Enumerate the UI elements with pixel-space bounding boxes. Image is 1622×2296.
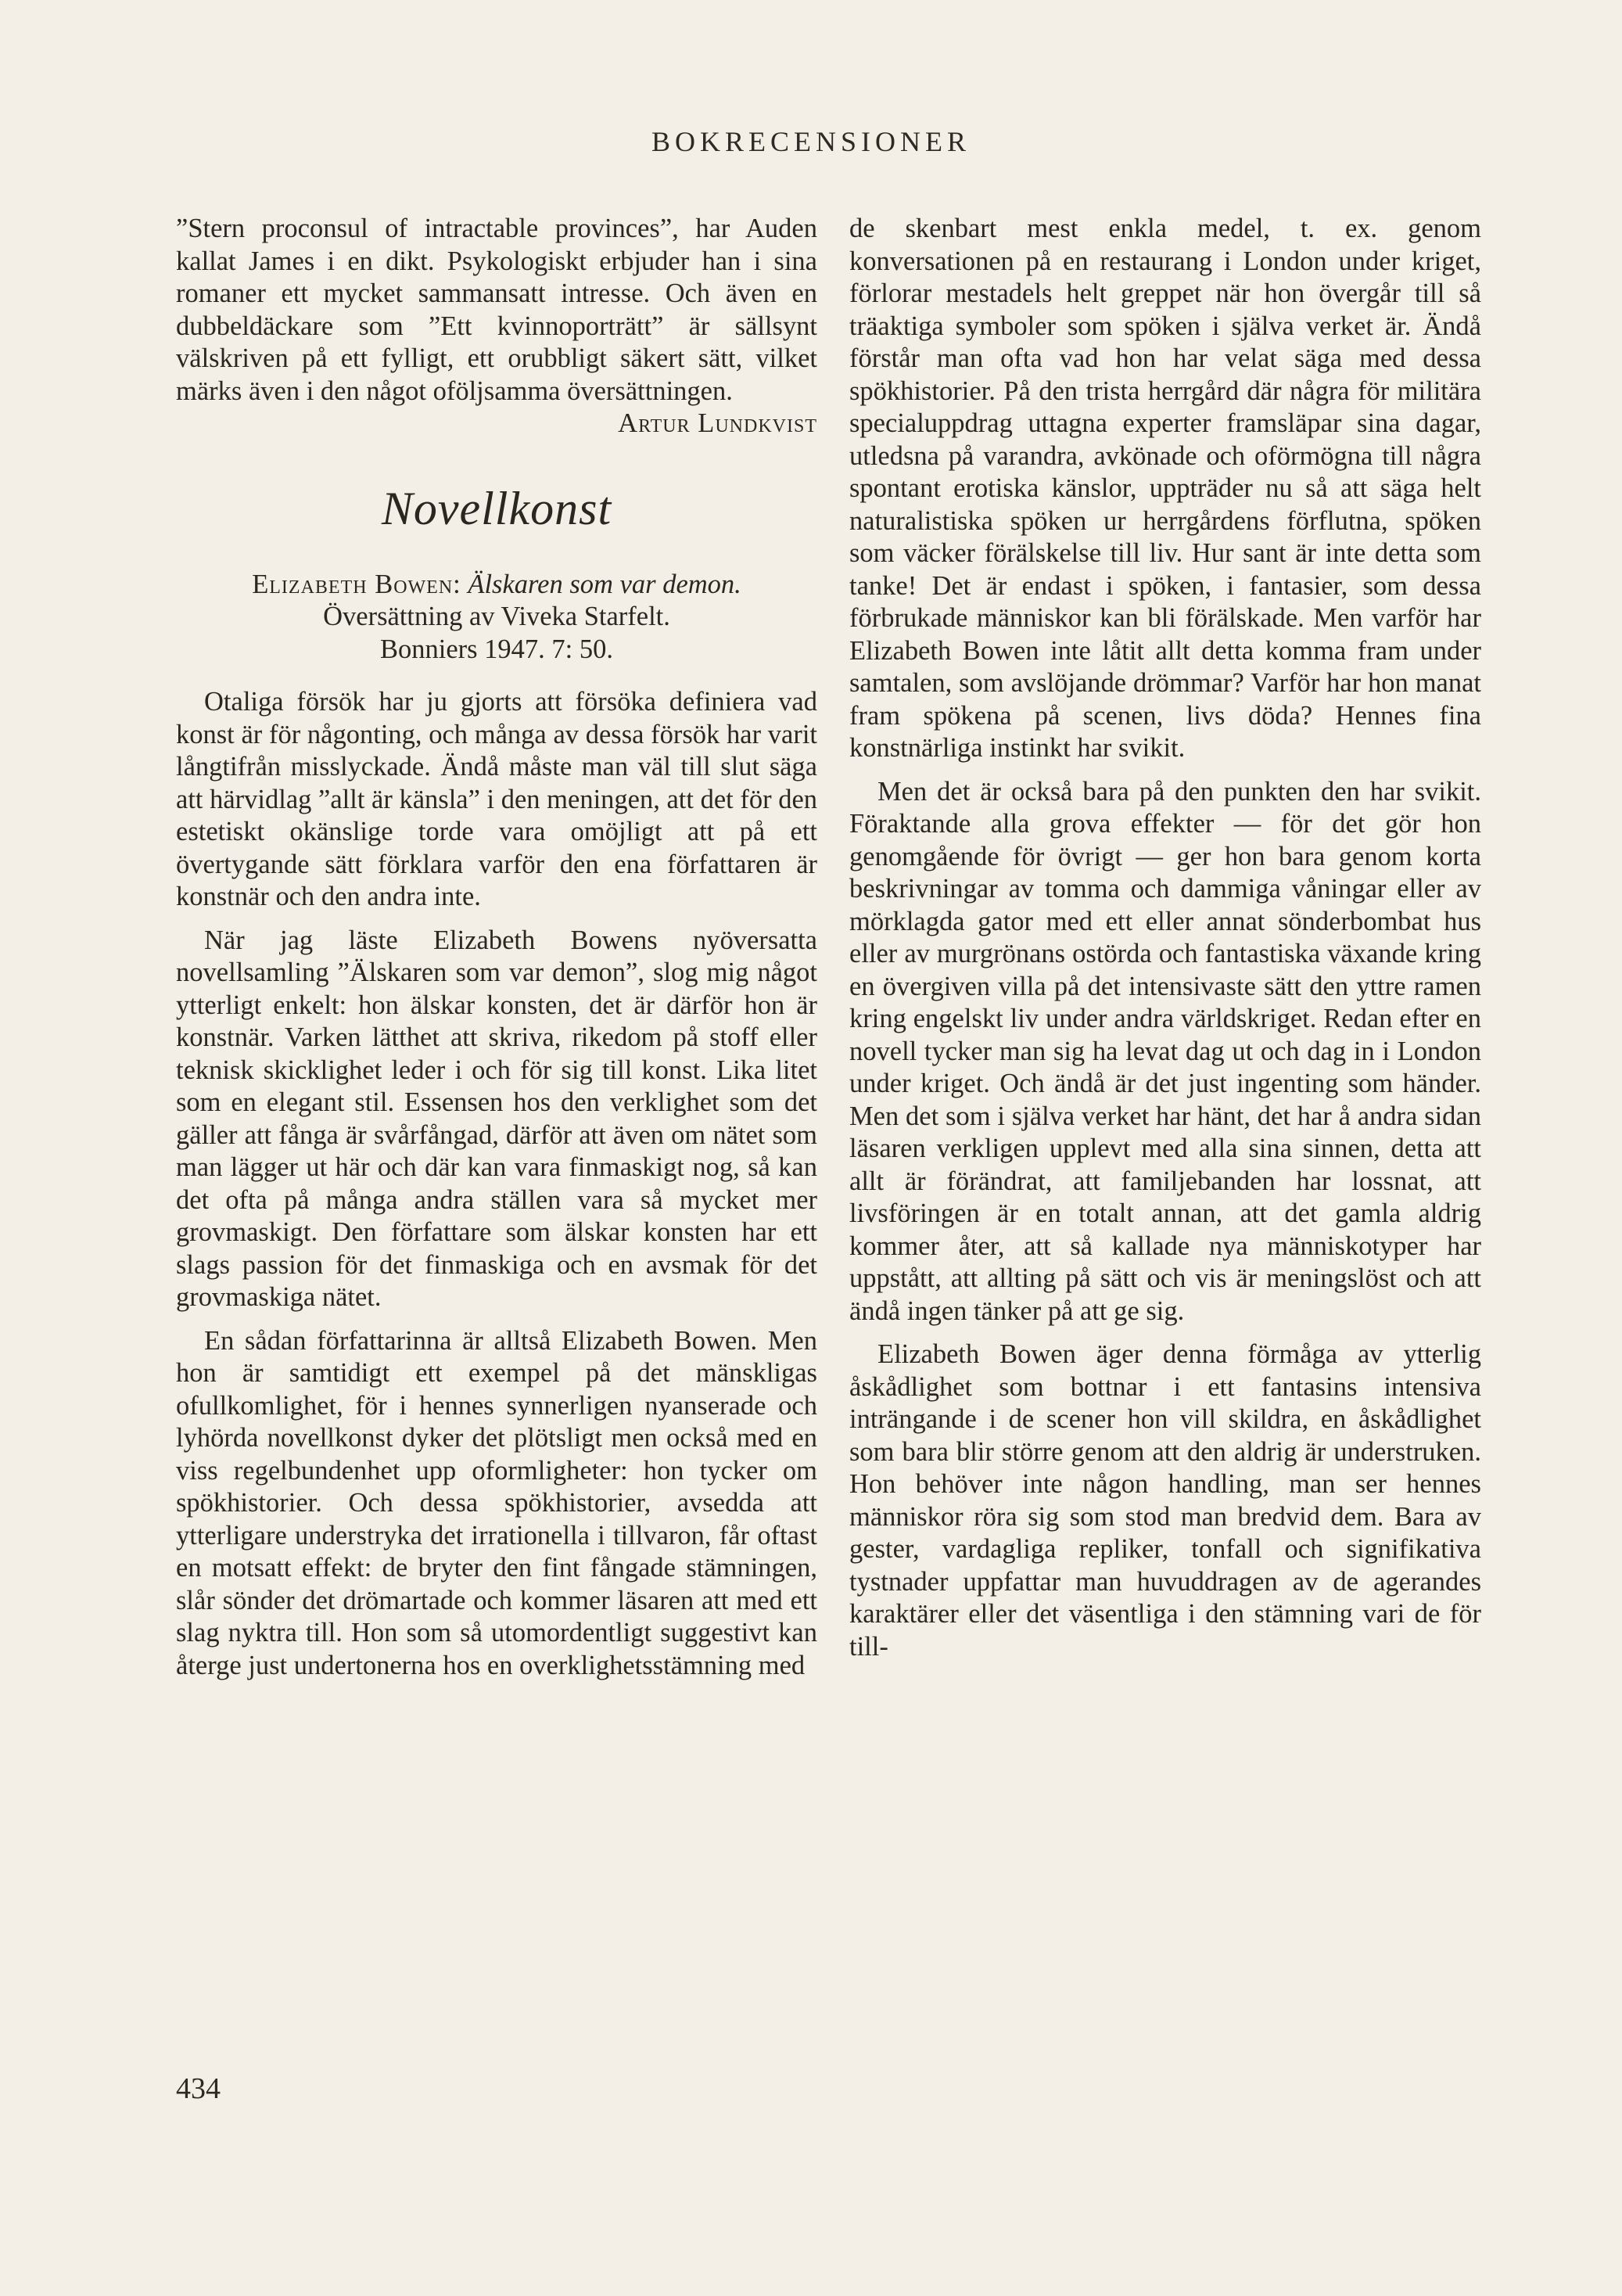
body-paragraph: Men det är också bara på den punkten den har svikit. Föraktande alla grova effekter — för det gör hon genomgående för övrigt — ger hon bara genom korta beskrivningar av tomma och dammiga våningar eller av mörklagda gator med ett eller annat sönderbombat hus eller av murgrönans ostörda och fantastiska växande kring en övergiven villa på det intensivaste sätt den yttre ramen kring engelskt liv under andra världskriget. Redan efter en novell tycker man sig ha levat dag ut och dag in i London under kriget. Och ändå är det just ingenting som händer. Men det som i själva verket har hänt, det har å andra sidan läsaren verkligen upplevt med alla sina sinnen, detta att allt är förändrat, att familjebanden har lossnat, att livsföringen är en totalt annan, att det gamla aldrig kommer åter, att så kallade nya människotyper har uppstått, att allting på sätt och vis är meningslöst och att ändå ingen tänker på att ge sig.: [849, 776, 1481, 1326]
biblio-publisher: Bonniers 1947. 7: 50.: [379, 634, 614, 664]
biblio-translation: Översättning av Viveka Starfelt.: [323, 602, 670, 631]
page-number: 434: [176, 2072, 221, 2105]
body-paragraph: Otaliga försök har ju gjorts att försöka definiera vad konst är för någonting, och många av dessa försök har varit långtifrån misslyckade. Ändå måste man väl till slut säga att härvidlag ”allt är känsla” i den meningen, att det för den estetiskt okänslige torde vara omöjligt att på ett övertygande sätt förklara varför den ena författaren är konstnär och den andra inte.: [176, 687, 818, 911]
right-column: [849, 213, 1481, 1663]
body-paragraph: När jag läste Elizabeth Bowens nyöversatta novellsamling ”Älskaren som var demon”, slog mig något ytterligt enkelt: hon älskar konsten, det är därför hon är konstnär. Varken lätthet att skriva, rikedom på stoff eller teknisk skicklighet leder i och för sig till konst. Lika litet som en elegant stil. Essensen hos den verklighet som det gäller att fånga är svårfångad, därför att även om nätet som man lägger ut här och där kan vara finmaskigt nog, så kan det ofta på många andra ställen vara så mycket mer grovmaskigt. Den författare som älskar konsten har ett slags passion för det finmaskiga och en avsmak för det grovmaskiga nätet.: [176, 925, 817, 1312]
bibliographic-entry: [176, 569, 817, 667]
review-signature: Artur Lundkvist: [618, 408, 817, 438]
biblio-line-1: [176, 569, 817, 602]
body-paragraph: Elizabeth Bowen äger denna förmåga av ytterlig åskådlighet som bottnar i ett fantasins intensiva inträngande i de scener hon vill skildra, en åskådlighet som bara blir större genom att den aldrig är understruken. Hon behöver inte någon handling, man ser hennes människor röra sig som stod man bredvid dem. Bara av gester, vardagliga repliker, tonfall och signifikativa tystnader uppfattar man huvuddragen av de agerandes karaktärer eller det väsentliga i den stämning vari de för till-: [849, 1339, 1481, 1662]
intro-text: ”Stern proconsul of intractable provinces”, har Auden kallat James i en dikt. Psykologiskt erbjuder han i sina romaner ett mycket sammansatt intresse. Och även en dubbeldäckare som ”Ett kvinnoporträtt” är sällsynt välskriven på ett fylligt, ett orubbligt säkert sätt, vilket märks även i den något oföljsamma översättningen.: [176, 214, 817, 406]
running-head: BOKRECENSIONER: [651, 126, 971, 157]
biblio-book-title: Älskaren som var demon.: [468, 569, 741, 599]
intro-paragraph: [176, 213, 817, 408]
review-title: Novellkonst: [381, 482, 612, 534]
biblio-author: Elizabeth Bowen:: [252, 569, 461, 599]
body-paragraph: de skenbart mest enkla medel, t. ex. genom konversationen på en restaurang i London under kriget, förlorar mestadels helt greppet när hon övergår till så träaktiga symboler som spöken i själva verket är. Ändå förstår man ofta vad hon har velat säga med dessa spökhistorier. På den trista herrgård där några för militära specialuppdrag uttagna experter framsläpar sina dagar, utledsna på varandra, avkönade och oförmögna till några spontant erotiska känslor, uppträder nu så att säga helt naturalistiska spöken ur herrgårdens förflutna, spöken som väcker förälskelse till liv. Hur sant är inte detta som tanke! Det är endast i spöken, i fantasier, som dessa förbrukade människor kan bli förälskade. Men varför har Elizabeth Bowen inte låtit allt detta komma fram under samtalen, som avslöjande drömmar? Varför har hon manat fram spökena på scenen, livs döda? Hennes fina konstnärliga instinkt har svikit.: [849, 214, 1481, 763]
left-column: [176, 213, 817, 1682]
body-paragraph: En sådan författarinna är alltså Elizabeth Bowen. Men hon är samtidigt ett exempel på det mänskligas ofullkomlighet, för i hennes synnerligen nyanserade och lyhörda novellkonst dyker det plötsligt men också med en viss regelbundenhet upp oformligheter: hon tycker om spökhistorier. Och dessa spökhistorier, avsedda att ytterligare understryka det irrationella i tillvaron, får oftast en motsatt effekt: de bryter den fint fångade stämningen, slår sönder det drömartade och kommer läsaren att med ett slag nyktra till. Hon som så utomordentligt suggestivt kan återge just undertonerna hos en overklighetsstämning med: [176, 1325, 817, 1680]
signature-line: [176, 408, 817, 440]
